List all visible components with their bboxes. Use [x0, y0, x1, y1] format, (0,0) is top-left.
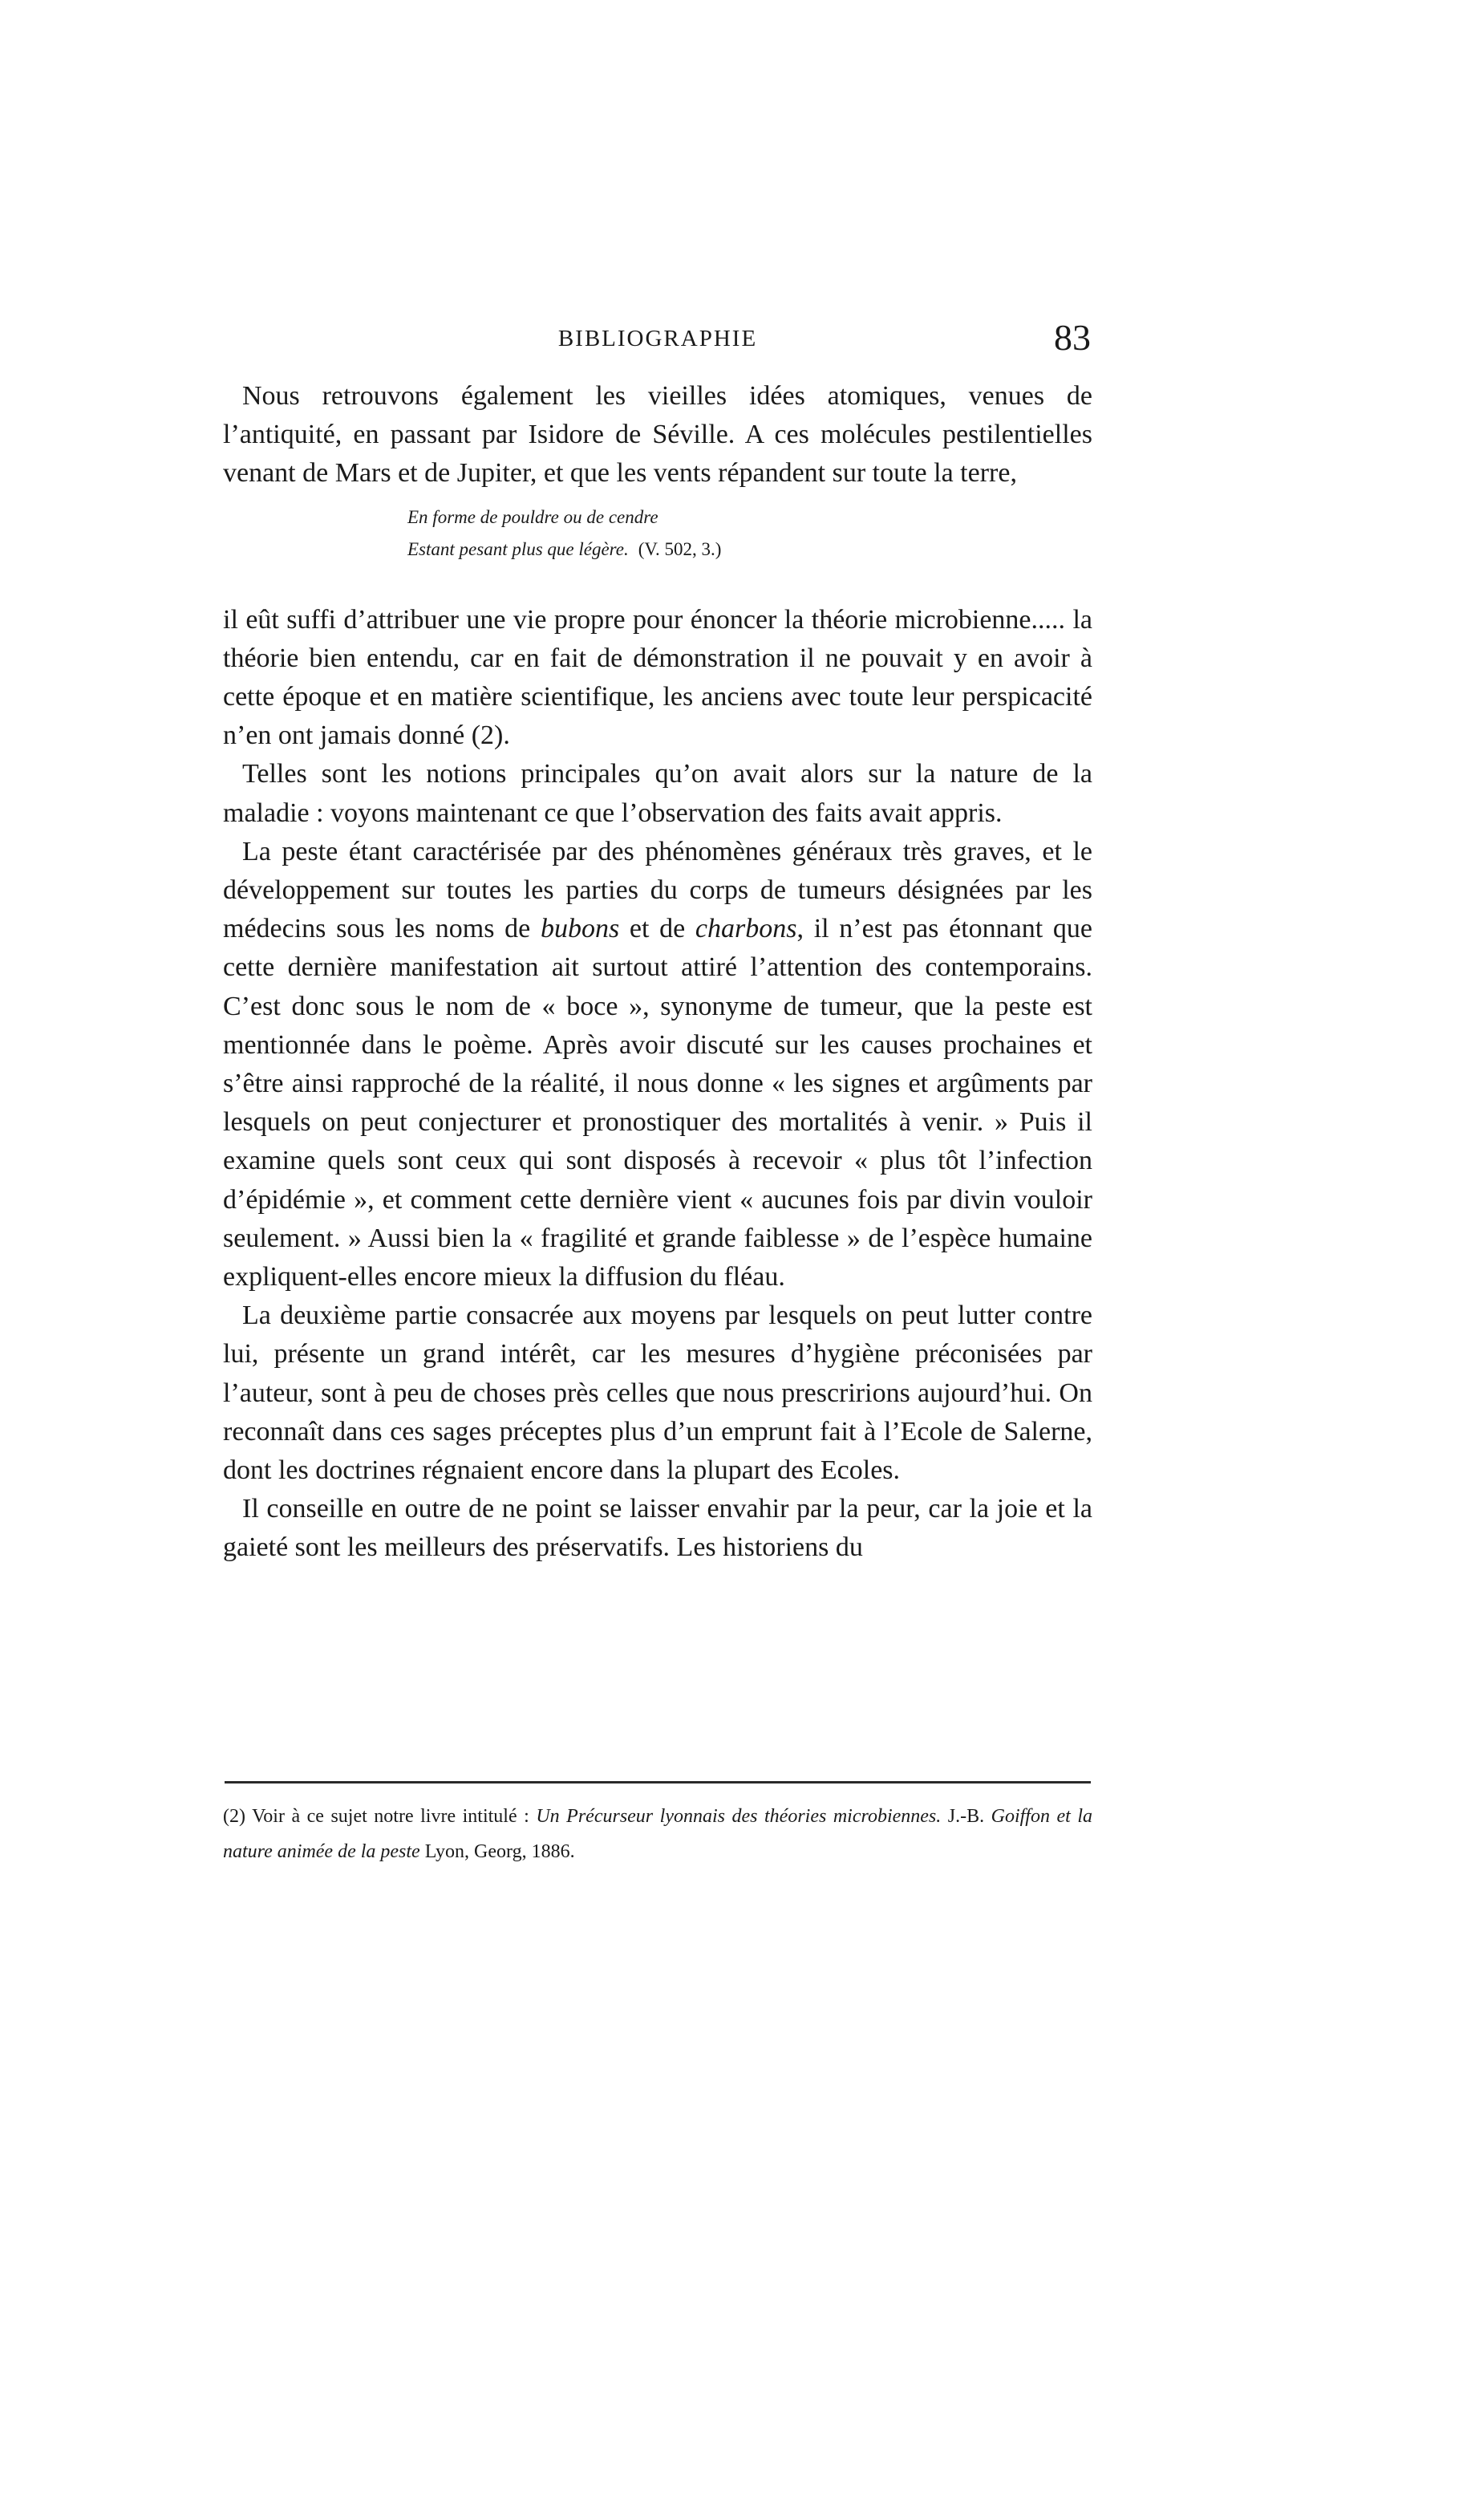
- paragraph-6: Il conseille en outre de ne point se laisser envahir par la peur, car la joie et la gaieté sont les meilleurs des préservatifs. Les historiens du: [223, 1494, 1092, 1563]
- footnote-part-a: (2) Voir à ce sujet notre livre intitulé :: [223, 1806, 537, 1827]
- footnote-part-b: J.-B.: [941, 1806, 991, 1827]
- term-bubons: bubons: [540, 914, 620, 944]
- paragraph-4: [223, 833, 1092, 1297]
- paragraph-1: Nous retrouvons également les vieilles idées atomiques, venues de l’antiquité, en passant par Isidore de Séville. A ces molécules pestilentielles venant de Mars et de Jupiter, et que les vents répandent sur toute la terre,: [223, 381, 1092, 489]
- verse-line-2: [407, 534, 1092, 566]
- verse-line-1: En forme de pouldre ou de cendre: [407, 506, 658, 527]
- paragraph-4-part-a: La peste étant caractérisée par des phénomènes généraux très graves, et le développement sur toutes les parties du corps de tumeurs désignées par les médecins sous les noms de: [223, 836, 1092, 944]
- paragraph-5: La deuxième partie consacrée aux moyens par lesquels on peut lutter contre lui, présente un grand intérêt, car les mesures d’hygiène préconisées par l’auteur, sont à peu de choses près celles que nous prescririons aujourd’hui. On reconnaît dans ces sages préceptes plus d’un emprunt fait à l’Ecole de Salerne, dont les doctrines régnaient encore dans la plupart des Ecoles.: [223, 1301, 1092, 1486]
- running-head: [225, 319, 1091, 367]
- footnote-title-2: Goiffon et la nature animée de la peste: [223, 1806, 1092, 1862]
- paragraph-4-part-b: et de: [619, 914, 695, 944]
- verse-line-2-text: Estant pesant plus que légère.: [407, 538, 629, 559]
- footnote-rule: [225, 1781, 1091, 1783]
- footnote-title: Un Précurseur lyonnais des théories microbiennes.: [536, 1806, 942, 1827]
- body-text: [223, 377, 1092, 1568]
- verse-reference: (V. 502, 3.): [638, 538, 722, 559]
- paragraph-2: il eût suffi d’attribuer une vie propre pour énoncer la théorie microbienne..... la théorie bien entendu, car en fait de démonstration il ne pouvait y en avoir à cette époque et en matière scientifique, les anciens avec toute leur perspicacité n’en ont jamais donné (2).: [223, 604, 1092, 751]
- page-number: 83: [1054, 317, 1091, 358]
- paragraph-4-part-c: , il n’est pas étonnant que cette dernière manifestation ait surtout attiré l’attention des contemporains. C’est donc sous le nom de « boce », synonyme de tumeur, que la peste est mentionnée dans le poème. Après avoir discuté sur les causes prochaines et s’être ainsi rapproché de la réalité, il nous donne « les signes et argûments par lesquels on peut conjecturer et pronostiquer des mortalités à venir. » Puis il examine quels sont ceux qui sont disposés à recevoir « plus tôt l’infection d’épidémie », et comment cette dernière vient « aucunes fois par divin vouloir seulement. » Aussi bien la « fragilité et grande faiblesse » de l’espèce humaine expliquent-elles encore mieux la diffusion du fléau.: [223, 914, 1092, 1292]
- footnote: [223, 1799, 1092, 1869]
- verse-quote: [223, 501, 1092, 566]
- footnote-part-c: Lyon, Georg, 1886.: [419, 1841, 575, 1862]
- term-charbons: charbons: [695, 914, 797, 944]
- running-title: BIBLIOGRAPHIE: [557, 326, 758, 351]
- paragraph-3: Telles sont les notions principales qu’on avait alors sur la nature de la maladie : voyons maintenant ce que l’observation des faits avait appris.: [223, 759, 1092, 828]
